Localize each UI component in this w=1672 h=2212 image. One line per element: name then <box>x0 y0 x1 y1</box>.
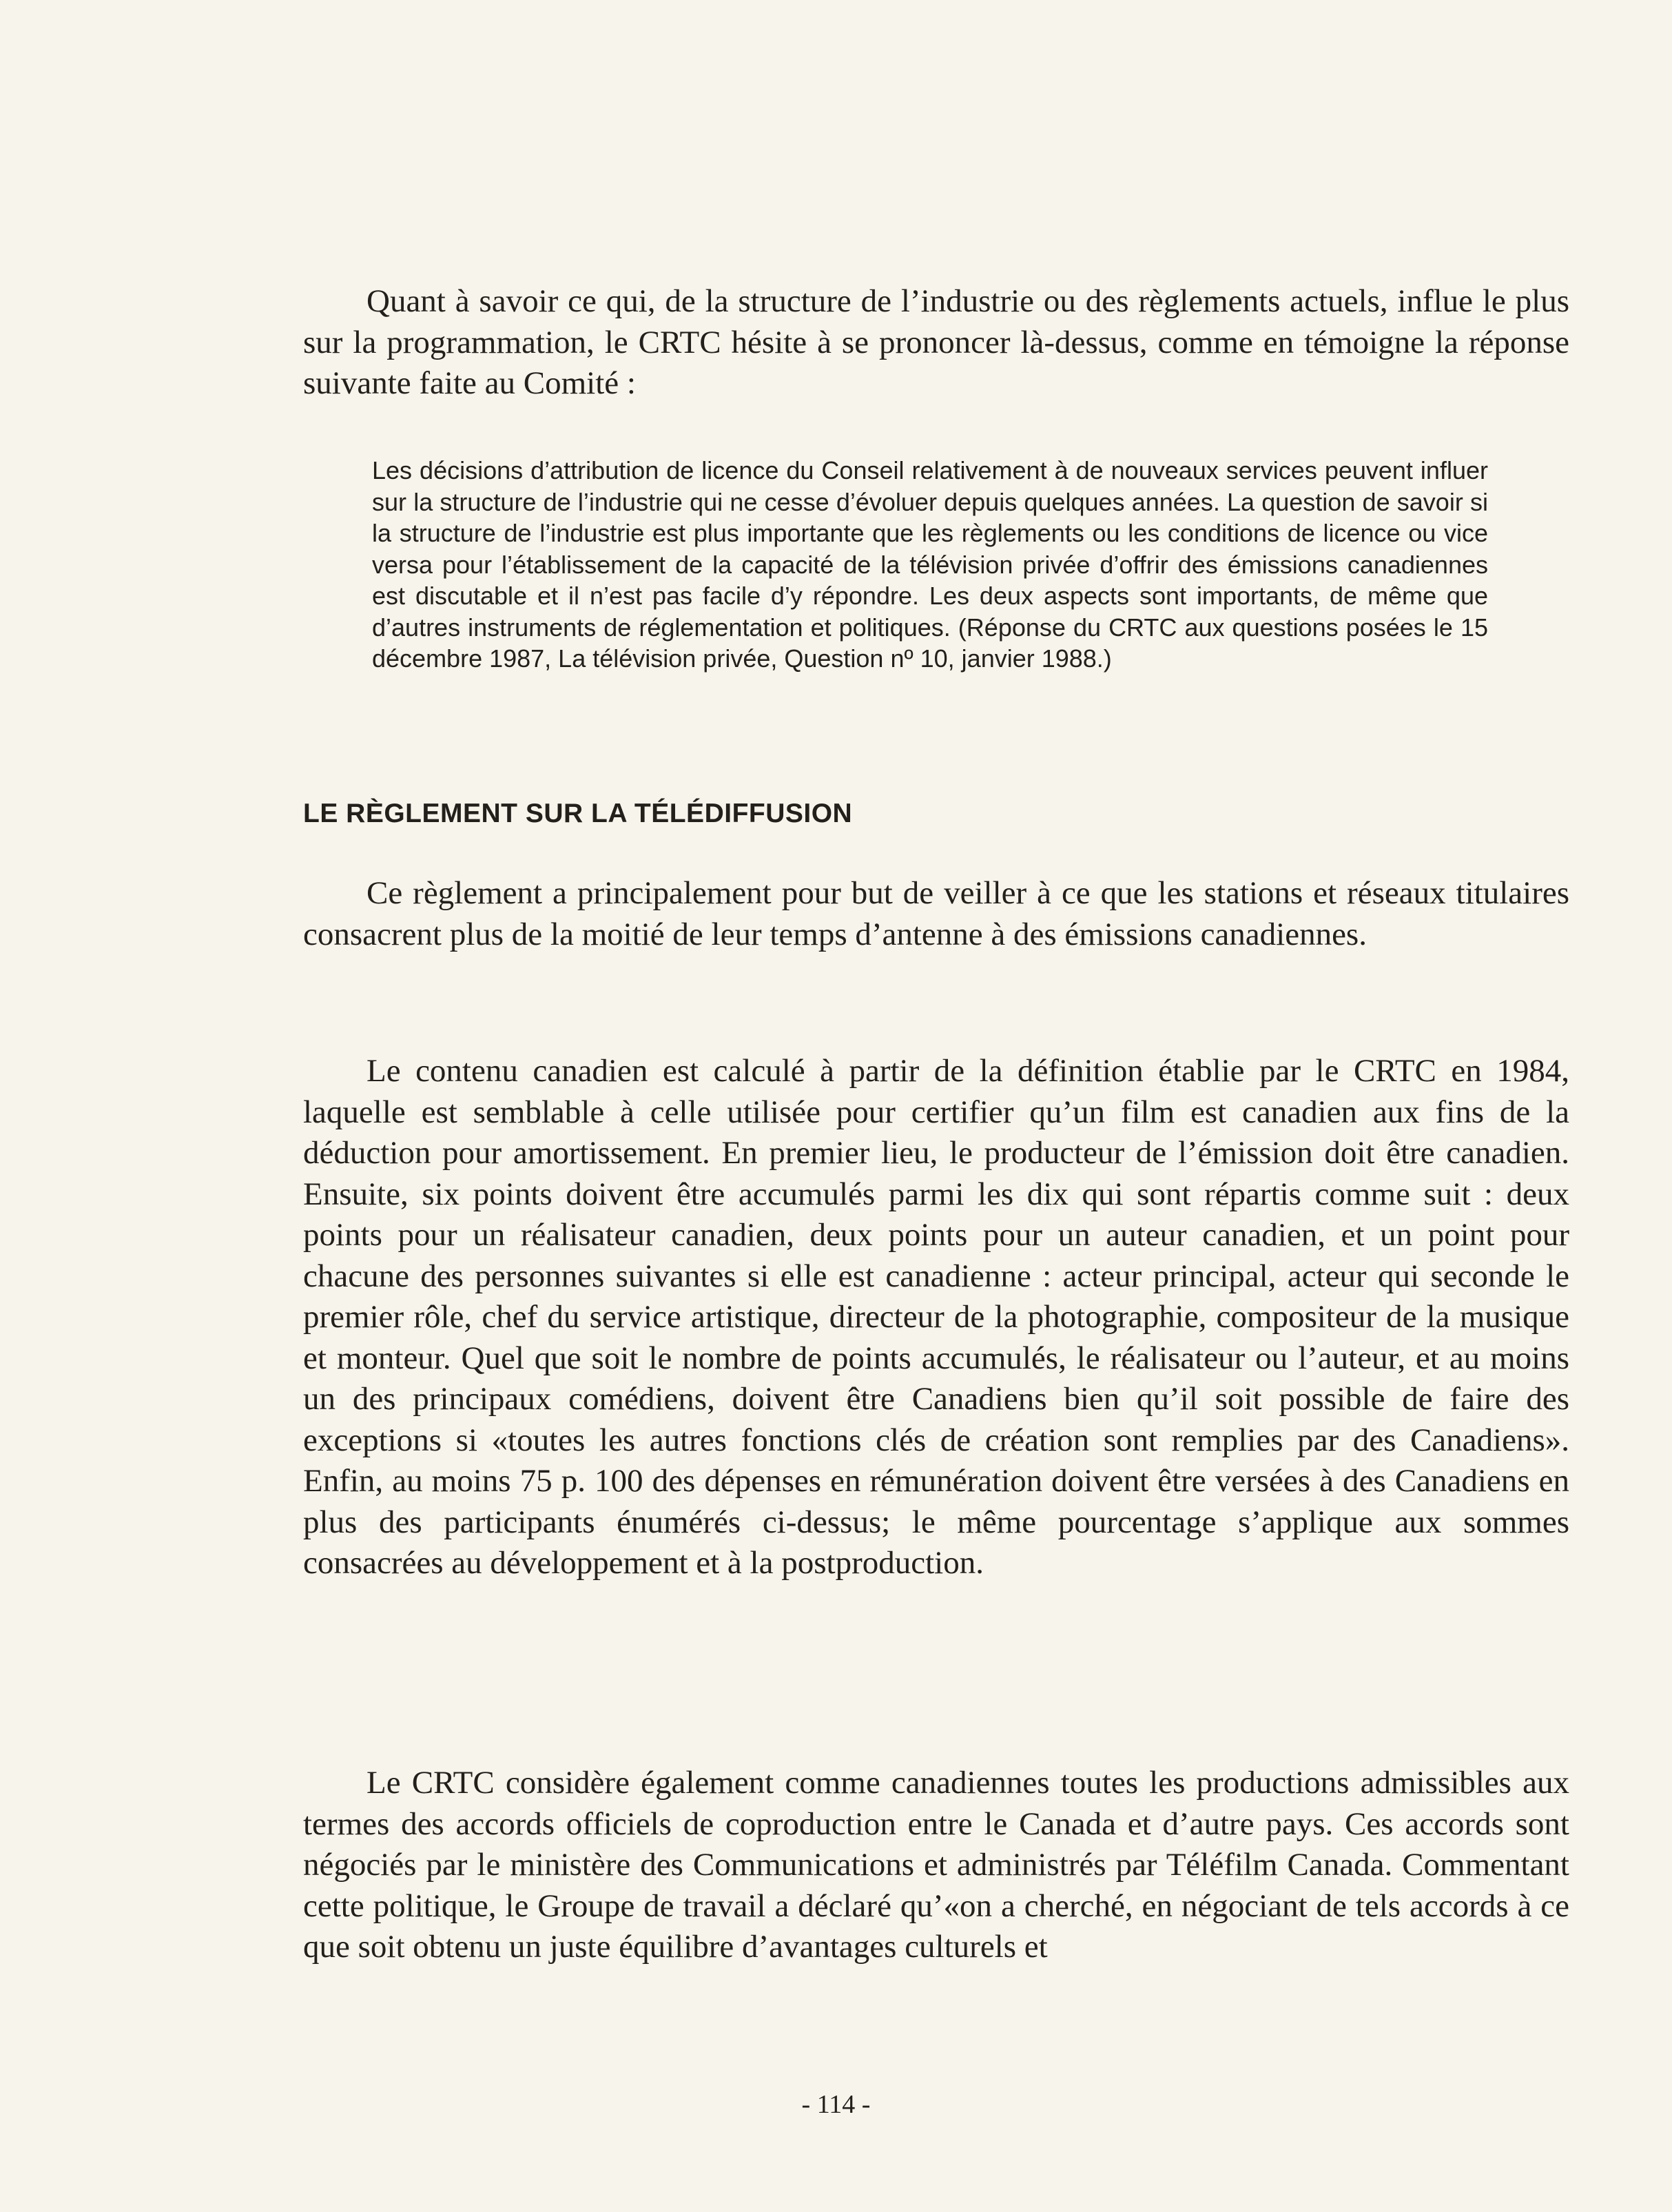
paragraph-1: Ce règlement a principalement pour but de veiller à ce que les stations et réseaux titulaires consacrent plus de la moitié de leur temps d’antenne à des émissions canadiennes. <box>303 875 1569 952</box>
intro-paragraph: Quant à savoir ce qui, de la structure de l’industrie ou des règlements actuels, influe le plus sur la programmation, le CRTC hésite à se prononcer là-dessus, comme en témoigne la réponse suivante faite au Comité : <box>303 283 1569 401</box>
page-number: - 114 - <box>801 2090 871 2119</box>
paragraph-2: Le contenu canadien est calculé à partir de la définition établie par le CRTC en 1984, laquelle est semblable à celle utilisée pour certifier qu’un film est canadien aux fins de la déduction pour amortissement. En premier lieu, le producteur de l’émission doit être canadien. Ensuite, six points doivent être accumulés parmi les dix qui sont répartis comme suit : deux points pour un réalisateur canadien, deux points pour un auteur canadien, et un point pour chacune des personnes suivantes si elle est canadienne : acteur principal, acteur qui seconde le premier rôle, chef du service artistique, directeur de la photographie, compositeur de la musique et monteur. Quel que soit le nombre de points accumulés, le réalisateur ou l’auteur, et au moins un des principaux comédiens, doivent être Canadiens bien qu’il soit possible de faire des exceptions si «toutes les autres fonctions clés de création sont remplies par des Canadiens». Enfin, au moins 75 p. 100 des dépenses en rémunération doivent être versées à des Canadiens en plus des participants énumérés ci-dessus; le même pourcentage s’applique aux sommes consacrées au développement et à la postproduction. <box>303 1053 1569 1581</box>
section-heading: LE RÈGLEMENT SUR LA TÉLÉDIFFUSION <box>303 799 853 828</box>
paragraph-3: Le CRTC considère également comme canadiennes toutes les productions admissibles aux termes des accords officiels de coproduction entre le Canada et d’autre pays. Ces accords sont négociés par le ministère des Communications et administrés par Téléfilm Canada. Commentant cette politique, le Groupe de travail a déclaré qu’«on a cherché, en négociant de tels accords à ce que soit obtenu un juste équilibre d’avantages culturels et <box>303 1765 1569 1965</box>
block-quote: Les décisions d’attribution de licence du Conseil relativement à de nouveaux services peuvent influer sur la structure de l’industrie qui ne cesse d’évoluer depuis quelques années. La question de savoir si la structure de l’industrie est plus importante que les règlements ou les conditions de licence ou vice versa pour l’établissement de la capacité de la télévision privée d’offrir des émissions canadiennes est discutable et il n’est pas facile d’y répondre. Les deux aspects sont importants, de même que d’autres instruments de réglementation et politiques. (Réponse du CRTC aux questions posées le 15 décembre 1987, La télévision privée, Question nº 10, janvier 1988.) <box>372 456 1488 673</box>
